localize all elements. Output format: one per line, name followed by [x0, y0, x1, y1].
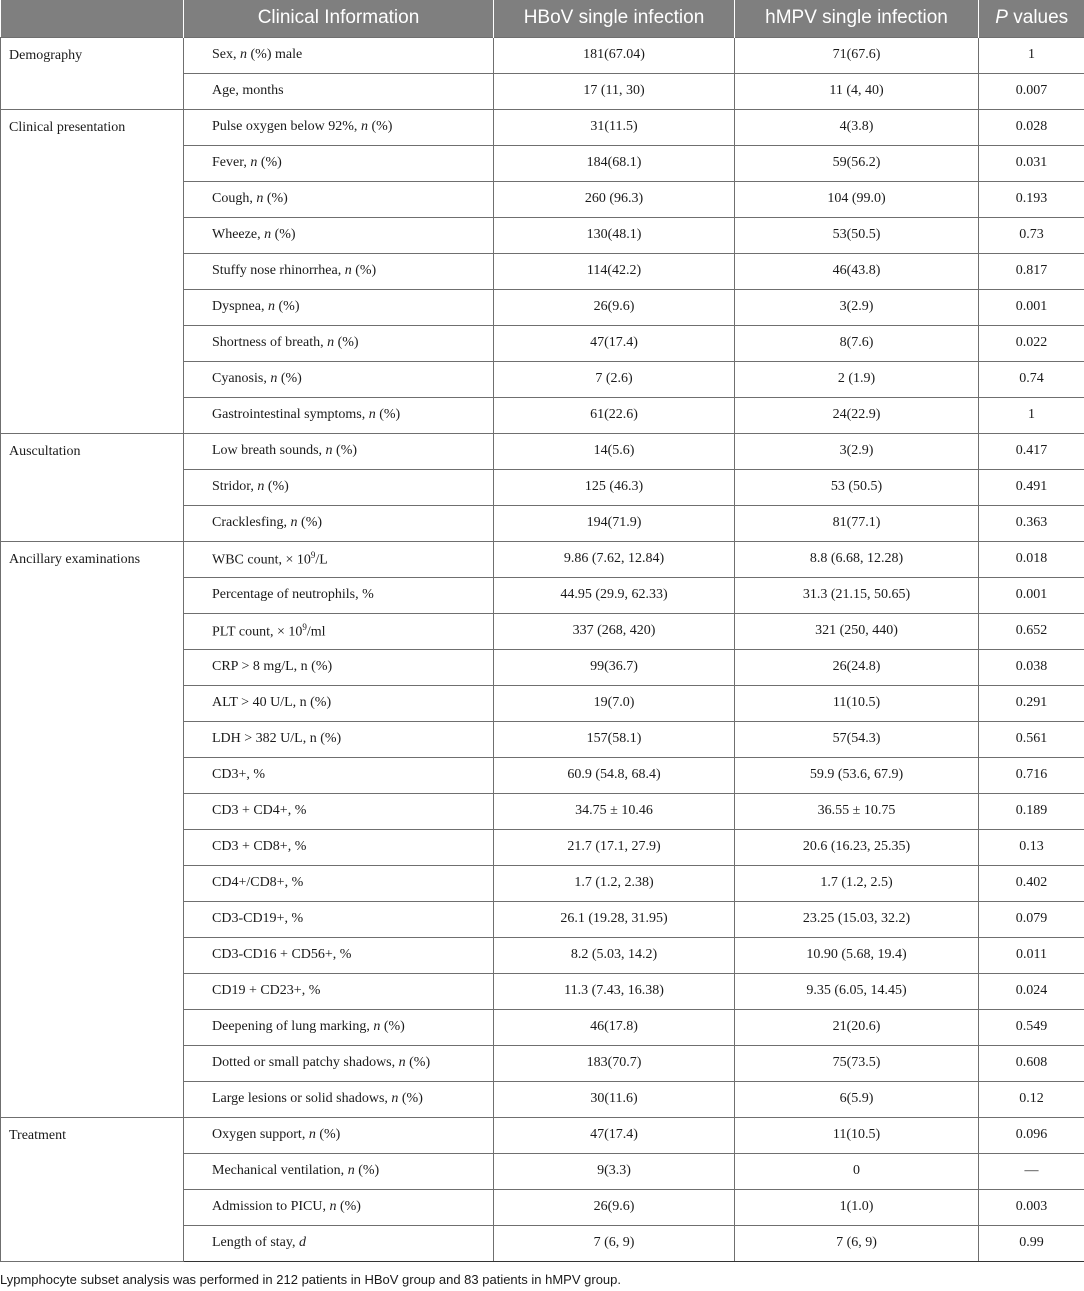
item-label-sup: 9	[302, 621, 307, 632]
header-p-rest: values	[1007, 7, 1069, 29]
hmpv-value-cell: 23.25 (15.03, 32.2)	[735, 901, 979, 937]
p-value-cell: 0.363	[979, 505, 1084, 541]
hmpv-value-cell: 0	[735, 1153, 979, 1189]
hmpv-value-cell: 11(10.5)	[735, 1117, 979, 1153]
hmpv-value-cell: 9.35 (6.05, 14.45)	[735, 973, 979, 1009]
item-label-pre: Gastrointestinal symptoms,	[212, 407, 369, 422]
hmpv-value-cell: 20.6 (16.23, 25.35)	[735, 829, 979, 865]
p-value-cell: 0.561	[979, 721, 1084, 757]
item-label-pre: Shortness of breath,	[212, 335, 328, 350]
hbov-value-cell: 47(17.4)	[494, 1117, 735, 1153]
hmpv-value-cell: 81(77.1)	[735, 505, 979, 541]
hbov-value-cell: 26(9.6)	[494, 1189, 735, 1225]
p-value-cell: 0.022	[979, 325, 1084, 361]
item-label-it: n	[344, 263, 352, 278]
item-label-post: /L	[315, 552, 328, 568]
p-value-cell: 0.74	[979, 361, 1084, 397]
item-label-post: (%)	[405, 1055, 431, 1070]
p-value-cell: 0.73	[979, 217, 1084, 253]
footnote: Lypmphocyte subset analysis was performed in 212 patients in HBoV group and 83 patients in hMPV group.	[0, 1272, 621, 1287]
item-label-cell	[184, 937, 494, 973]
hbov-value-cell: 46(17.8)	[494, 1009, 735, 1045]
hmpv-value-cell: 8(7.6)	[735, 325, 979, 361]
hbov-value-cell: 11.3 (7.43, 16.38)	[494, 973, 735, 1009]
table-row	[1, 1117, 1084, 1153]
hmpv-value-cell: 26(24.8)	[735, 649, 979, 685]
item-label-pre: PLT count, × 10	[212, 624, 303, 640]
item-label-cell	[184, 829, 494, 865]
item-label-it: d	[298, 1235, 306, 1250]
hbov-value-cell: 44.95 (29.9, 62.33)	[494, 577, 735, 613]
table-row	[1, 109, 1084, 145]
item-label-it: n	[360, 119, 368, 134]
hmpv-value-cell: 3(2.9)	[735, 289, 979, 325]
item-label-pre: CRP > 8 mg/L, n (%)	[212, 659, 333, 674]
hmpv-value-cell: 57(54.3)	[735, 721, 979, 757]
p-value-cell: 0.417	[979, 433, 1084, 469]
hbov-value-cell: 26.1 (19.28, 31.95)	[494, 901, 735, 937]
item-label-post: (%) male	[247, 47, 303, 62]
table-row	[1, 433, 1084, 469]
item-label-post: (%)	[351, 263, 377, 278]
hmpv-value-cell: 2 (1.9)	[735, 361, 979, 397]
item-label-pre: Oxygen support,	[212, 1127, 309, 1142]
hmpv-value-cell: 1.7 (1.2, 2.5)	[735, 865, 979, 901]
item-label-it: n	[398, 1055, 406, 1070]
item-label-pre: Percentage of neutrophils, %	[212, 587, 374, 602]
item-label-it: n	[329, 1199, 337, 1214]
hbov-value-cell: 8.2 (5.03, 14.2)	[494, 937, 735, 973]
item-label-cell	[184, 1117, 494, 1153]
p-value-cell: 0.549	[979, 1009, 1084, 1045]
hmpv-value-cell: 21(20.6)	[735, 1009, 979, 1045]
item-label-post: (%)	[271, 227, 296, 242]
hbov-value-cell: 47(17.4)	[494, 325, 735, 361]
p-value-cell: 1	[979, 37, 1084, 73]
item-label-pre: ALT > 40 U/L, n (%)	[212, 695, 332, 710]
header-p-italic: P	[995, 7, 1008, 29]
item-label-pre: Cyanosis,	[212, 371, 271, 386]
item-label-it: n	[257, 479, 265, 494]
item-label-pre: Large lesions or solid shadows,	[212, 1091, 392, 1106]
p-value-cell: 0.817	[979, 253, 1084, 289]
item-label-cell	[184, 865, 494, 901]
p-value-cell: 0.079	[979, 901, 1084, 937]
hmpv-value-cell: 59.9 (53.6, 67.9)	[735, 757, 979, 793]
hbov-value-cell: 19(7.0)	[494, 685, 735, 721]
hbov-value-cell: 26(9.6)	[494, 289, 735, 325]
p-value-cell: 0.402	[979, 865, 1084, 901]
hbov-value-cell: 21.7 (17.1, 27.9)	[494, 829, 735, 865]
p-value-cell: 0.018	[979, 541, 1084, 577]
item-label-post: /ml	[306, 624, 326, 640]
item-label-cell	[184, 541, 494, 577]
item-label-post: (%)	[264, 479, 289, 494]
hmpv-value-cell: 59(56.2)	[735, 145, 979, 181]
item-label-post: (%)	[375, 407, 401, 422]
item-label-post: (%)	[367, 119, 393, 134]
item-label-pre: Stuffy nose rhinorrhea,	[212, 263, 345, 278]
hmpv-value-cell: 24(22.9)	[735, 397, 979, 433]
item-label-pre: Dyspnea,	[212, 299, 268, 314]
p-value-cell: 0.608	[979, 1045, 1084, 1081]
item-label-post: (%)	[277, 371, 302, 386]
item-label-cell	[184, 1225, 494, 1261]
hbov-value-cell: 114(42.2)	[494, 253, 735, 289]
hbov-value-cell: 7 (2.6)	[494, 361, 735, 397]
p-value-cell: 0.031	[979, 145, 1084, 181]
item-label-pre: CD3 + CD8+, %	[212, 839, 307, 854]
hbov-value-cell: 9.86 (7.62, 12.84)	[494, 541, 735, 577]
item-label-pre: Length of stay,	[212, 1235, 299, 1250]
p-value-cell: 0.096	[979, 1117, 1084, 1153]
item-label-cell	[184, 469, 494, 505]
item-label-pre: CD3+, %	[212, 767, 266, 782]
item-label-cell	[184, 973, 494, 1009]
item-label-cell	[184, 613, 494, 649]
table-row	[1, 541, 1084, 577]
p-value-cell: 0.024	[979, 973, 1084, 1009]
hmpv-value-cell: 71(67.6)	[735, 37, 979, 73]
hmpv-value-cell: 104 (99.0)	[735, 181, 979, 217]
item-label-pre: CD3 + CD4+, %	[212, 803, 307, 818]
item-label-post: (%)	[398, 1091, 423, 1106]
hmpv-value-cell: 10.90 (5.68, 19.4)	[735, 937, 979, 973]
p-value-cell: 0.491	[979, 469, 1084, 505]
item-label-it: n	[308, 1127, 316, 1142]
item-label-cell	[184, 1153, 494, 1189]
p-value-cell: 0.193	[979, 181, 1084, 217]
item-label-pre: CD3-CD16 + CD56+, %	[212, 947, 352, 962]
item-label-pre: Cough,	[212, 191, 257, 206]
category-cell: Ancillary examinations	[1, 541, 184, 1117]
p-value-cell: 0.001	[979, 577, 1084, 613]
item-label-pre: Mechanical ventilation,	[212, 1163, 348, 1178]
table-row	[1, 37, 1084, 73]
hmpv-value-cell: 36.55 ± 10.75	[735, 793, 979, 829]
hmpv-value-cell: 1(1.0)	[735, 1189, 979, 1225]
hbov-value-cell: 99(36.7)	[494, 649, 735, 685]
hmpv-value-cell: 75(73.5)	[735, 1045, 979, 1081]
hbov-value-cell: 34.75 ± 10.46	[494, 793, 735, 829]
hmpv-value-cell: 46(43.8)	[735, 253, 979, 289]
table-body	[1, 37, 1084, 1261]
item-label-cell	[184, 901, 494, 937]
header-row	[1, 0, 1084, 37]
p-value-cell: 0.12	[979, 1081, 1084, 1117]
p-value-cell: 0.99	[979, 1225, 1084, 1261]
item-label-cell	[184, 361, 494, 397]
item-label-pre: Dotted or small patchy shadows,	[212, 1055, 399, 1070]
item-label-it: n	[347, 1163, 355, 1178]
hmpv-value-cell: 4(3.8)	[735, 109, 979, 145]
hmpv-value-cell: 3(2.9)	[735, 433, 979, 469]
p-value-cell: 0.716	[979, 757, 1084, 793]
hbov-value-cell: 130(48.1)	[494, 217, 735, 253]
p-value-cell: 0.038	[979, 649, 1084, 685]
item-label-cell	[184, 1009, 494, 1045]
item-label-it: n	[256, 191, 264, 206]
header-p-values	[979, 0, 1084, 37]
item-label-pre: Stridor,	[212, 479, 258, 494]
item-label-pre: Pulse oxygen below 92%,	[212, 119, 361, 134]
p-value-cell: 0.011	[979, 937, 1084, 973]
item-label-pre: Sex,	[212, 47, 240, 62]
hmpv-value-cell: 321 (250, 440)	[735, 613, 979, 649]
hmpv-value-cell: 53 (50.5)	[735, 469, 979, 505]
item-label-post: (%)	[334, 335, 359, 350]
item-label-it: n	[391, 1091, 399, 1106]
p-value-cell: 0.001	[979, 289, 1084, 325]
hbov-value-cell: 9(3.3)	[494, 1153, 735, 1189]
hbov-value-cell: 17 (11, 30)	[494, 73, 735, 109]
item-label-cell	[184, 73, 494, 109]
item-label-post: (%)	[263, 191, 288, 206]
category-cell: Treatment	[1, 1117, 184, 1261]
item-label-it: n	[290, 515, 298, 530]
p-value-cell: —	[979, 1153, 1084, 1189]
hbov-value-cell: 157(58.1)	[494, 721, 735, 757]
item-label-pre: CD3-CD19+, %	[212, 911, 304, 926]
item-label-pre: CD19 + CD23+, %	[212, 983, 321, 998]
item-label-cell	[184, 757, 494, 793]
item-label-cell	[184, 1189, 494, 1225]
item-label-post: (%)	[354, 1163, 380, 1178]
item-label-pre: Age, months	[212, 83, 284, 98]
hbov-value-cell: 194(71.9)	[494, 505, 735, 541]
hbov-value-cell: 184(68.1)	[494, 145, 735, 181]
hbov-value-cell: 60.9 (54.8, 68.4)	[494, 757, 735, 793]
item-label-pre: LDH > 382 U/L, n (%)	[212, 731, 342, 746]
item-label-cell	[184, 649, 494, 685]
item-label-post: (%)	[332, 443, 358, 458]
item-label-cell	[184, 145, 494, 181]
p-value-cell: 0.13	[979, 829, 1084, 865]
hbov-value-cell: 1.7 (1.2, 2.38)	[494, 865, 735, 901]
item-label-pre: Low breath sounds,	[212, 443, 326, 458]
header-hmpv: hMPV single infection	[735, 0, 979, 37]
category-cell: Clinical presentation	[1, 109, 184, 433]
hbov-value-cell: 14(5.6)	[494, 433, 735, 469]
item-label-it: n	[368, 407, 376, 422]
hbov-value-cell: 181(67.04)	[494, 37, 735, 73]
p-value-cell: 0.189	[979, 793, 1084, 829]
item-label-cell	[184, 793, 494, 829]
header-clinical-information: Clinical Information	[184, 0, 494, 37]
item-label-post: (%)	[257, 155, 282, 170]
category-cell: Auscultation	[1, 433, 184, 541]
item-label-cell	[184, 289, 494, 325]
item-label-post: (%)	[336, 1199, 361, 1214]
item-label-it: n	[327, 335, 335, 350]
hbov-value-cell: 31(11.5)	[494, 109, 735, 145]
hbov-value-cell: 125 (46.3)	[494, 469, 735, 505]
item-label-cell	[184, 685, 494, 721]
p-value-cell: 0.652	[979, 613, 1084, 649]
hmpv-value-cell: 11 (4, 40)	[735, 73, 979, 109]
p-value-cell: 0.003	[979, 1189, 1084, 1225]
item-label-it: n	[250, 155, 258, 170]
hbov-value-cell: 260 (96.3)	[494, 181, 735, 217]
item-label-cell	[184, 325, 494, 361]
hmpv-value-cell: 53(50.5)	[735, 217, 979, 253]
hmpv-value-cell: 11(10.5)	[735, 685, 979, 721]
category-cell: Demography	[1, 37, 184, 109]
item-label-it: n	[270, 371, 278, 386]
header-hbov: HBoV single infection	[494, 0, 735, 37]
hbov-value-cell: 337 (268, 420)	[494, 613, 735, 649]
p-value-cell: 1	[979, 397, 1084, 433]
item-label-cell	[184, 397, 494, 433]
item-label-sup: 9	[310, 549, 316, 560]
item-label-cell	[184, 433, 494, 469]
hmpv-value-cell: 31.3 (21.15, 50.65)	[735, 577, 979, 613]
item-label-it: n	[264, 227, 272, 242]
item-label-it: n	[240, 47, 247, 62]
item-label-cell	[184, 1081, 494, 1117]
item-label-it: n	[325, 443, 333, 458]
hmpv-value-cell: 6(5.9)	[735, 1081, 979, 1117]
item-label-it: n	[268, 299, 275, 314]
item-label-cell	[184, 109, 494, 145]
p-value-cell: 0.028	[979, 109, 1084, 145]
p-value-cell: 0.007	[979, 73, 1084, 109]
item-label-post: (%)	[380, 1019, 405, 1034]
item-label-it: n	[373, 1019, 381, 1034]
header-category	[1, 0, 184, 37]
item-label-pre: WBC count, × 10	[212, 552, 311, 568]
hbov-value-cell: 61(22.6)	[494, 397, 735, 433]
item-label-cell	[184, 1045, 494, 1081]
item-label-pre: Admission to PICU,	[212, 1199, 330, 1214]
item-label-cell	[184, 577, 494, 613]
item-label-pre: Fever,	[212, 155, 251, 170]
item-label-post: (%)	[315, 1127, 341, 1142]
item-label-pre: Deepening of lung marking,	[212, 1019, 374, 1034]
hbov-value-cell: 7 (6, 9)	[494, 1225, 735, 1261]
item-label-cell	[184, 253, 494, 289]
item-label-cell	[184, 37, 494, 73]
item-label-post: (%)	[297, 515, 323, 530]
hbov-value-cell: 30(11.6)	[494, 1081, 735, 1117]
item-label-pre: Wheeze,	[212, 227, 265, 242]
item-label-cell	[184, 721, 494, 757]
item-label-cell	[184, 505, 494, 541]
item-label-pre: CD4+/CD8+, %	[212, 875, 304, 890]
hmpv-value-cell: 8.8 (6.68, 12.28)	[735, 541, 979, 577]
item-label-post: (%)	[275, 299, 300, 314]
item-label-cell	[184, 217, 494, 253]
p-value-cell: 0.291	[979, 685, 1084, 721]
item-label-cell	[184, 181, 494, 217]
item-label-pre: Cracklesfing,	[212, 515, 291, 530]
hmpv-value-cell: 7 (6, 9)	[735, 1225, 979, 1261]
hbov-value-cell: 183(70.7)	[494, 1045, 735, 1081]
